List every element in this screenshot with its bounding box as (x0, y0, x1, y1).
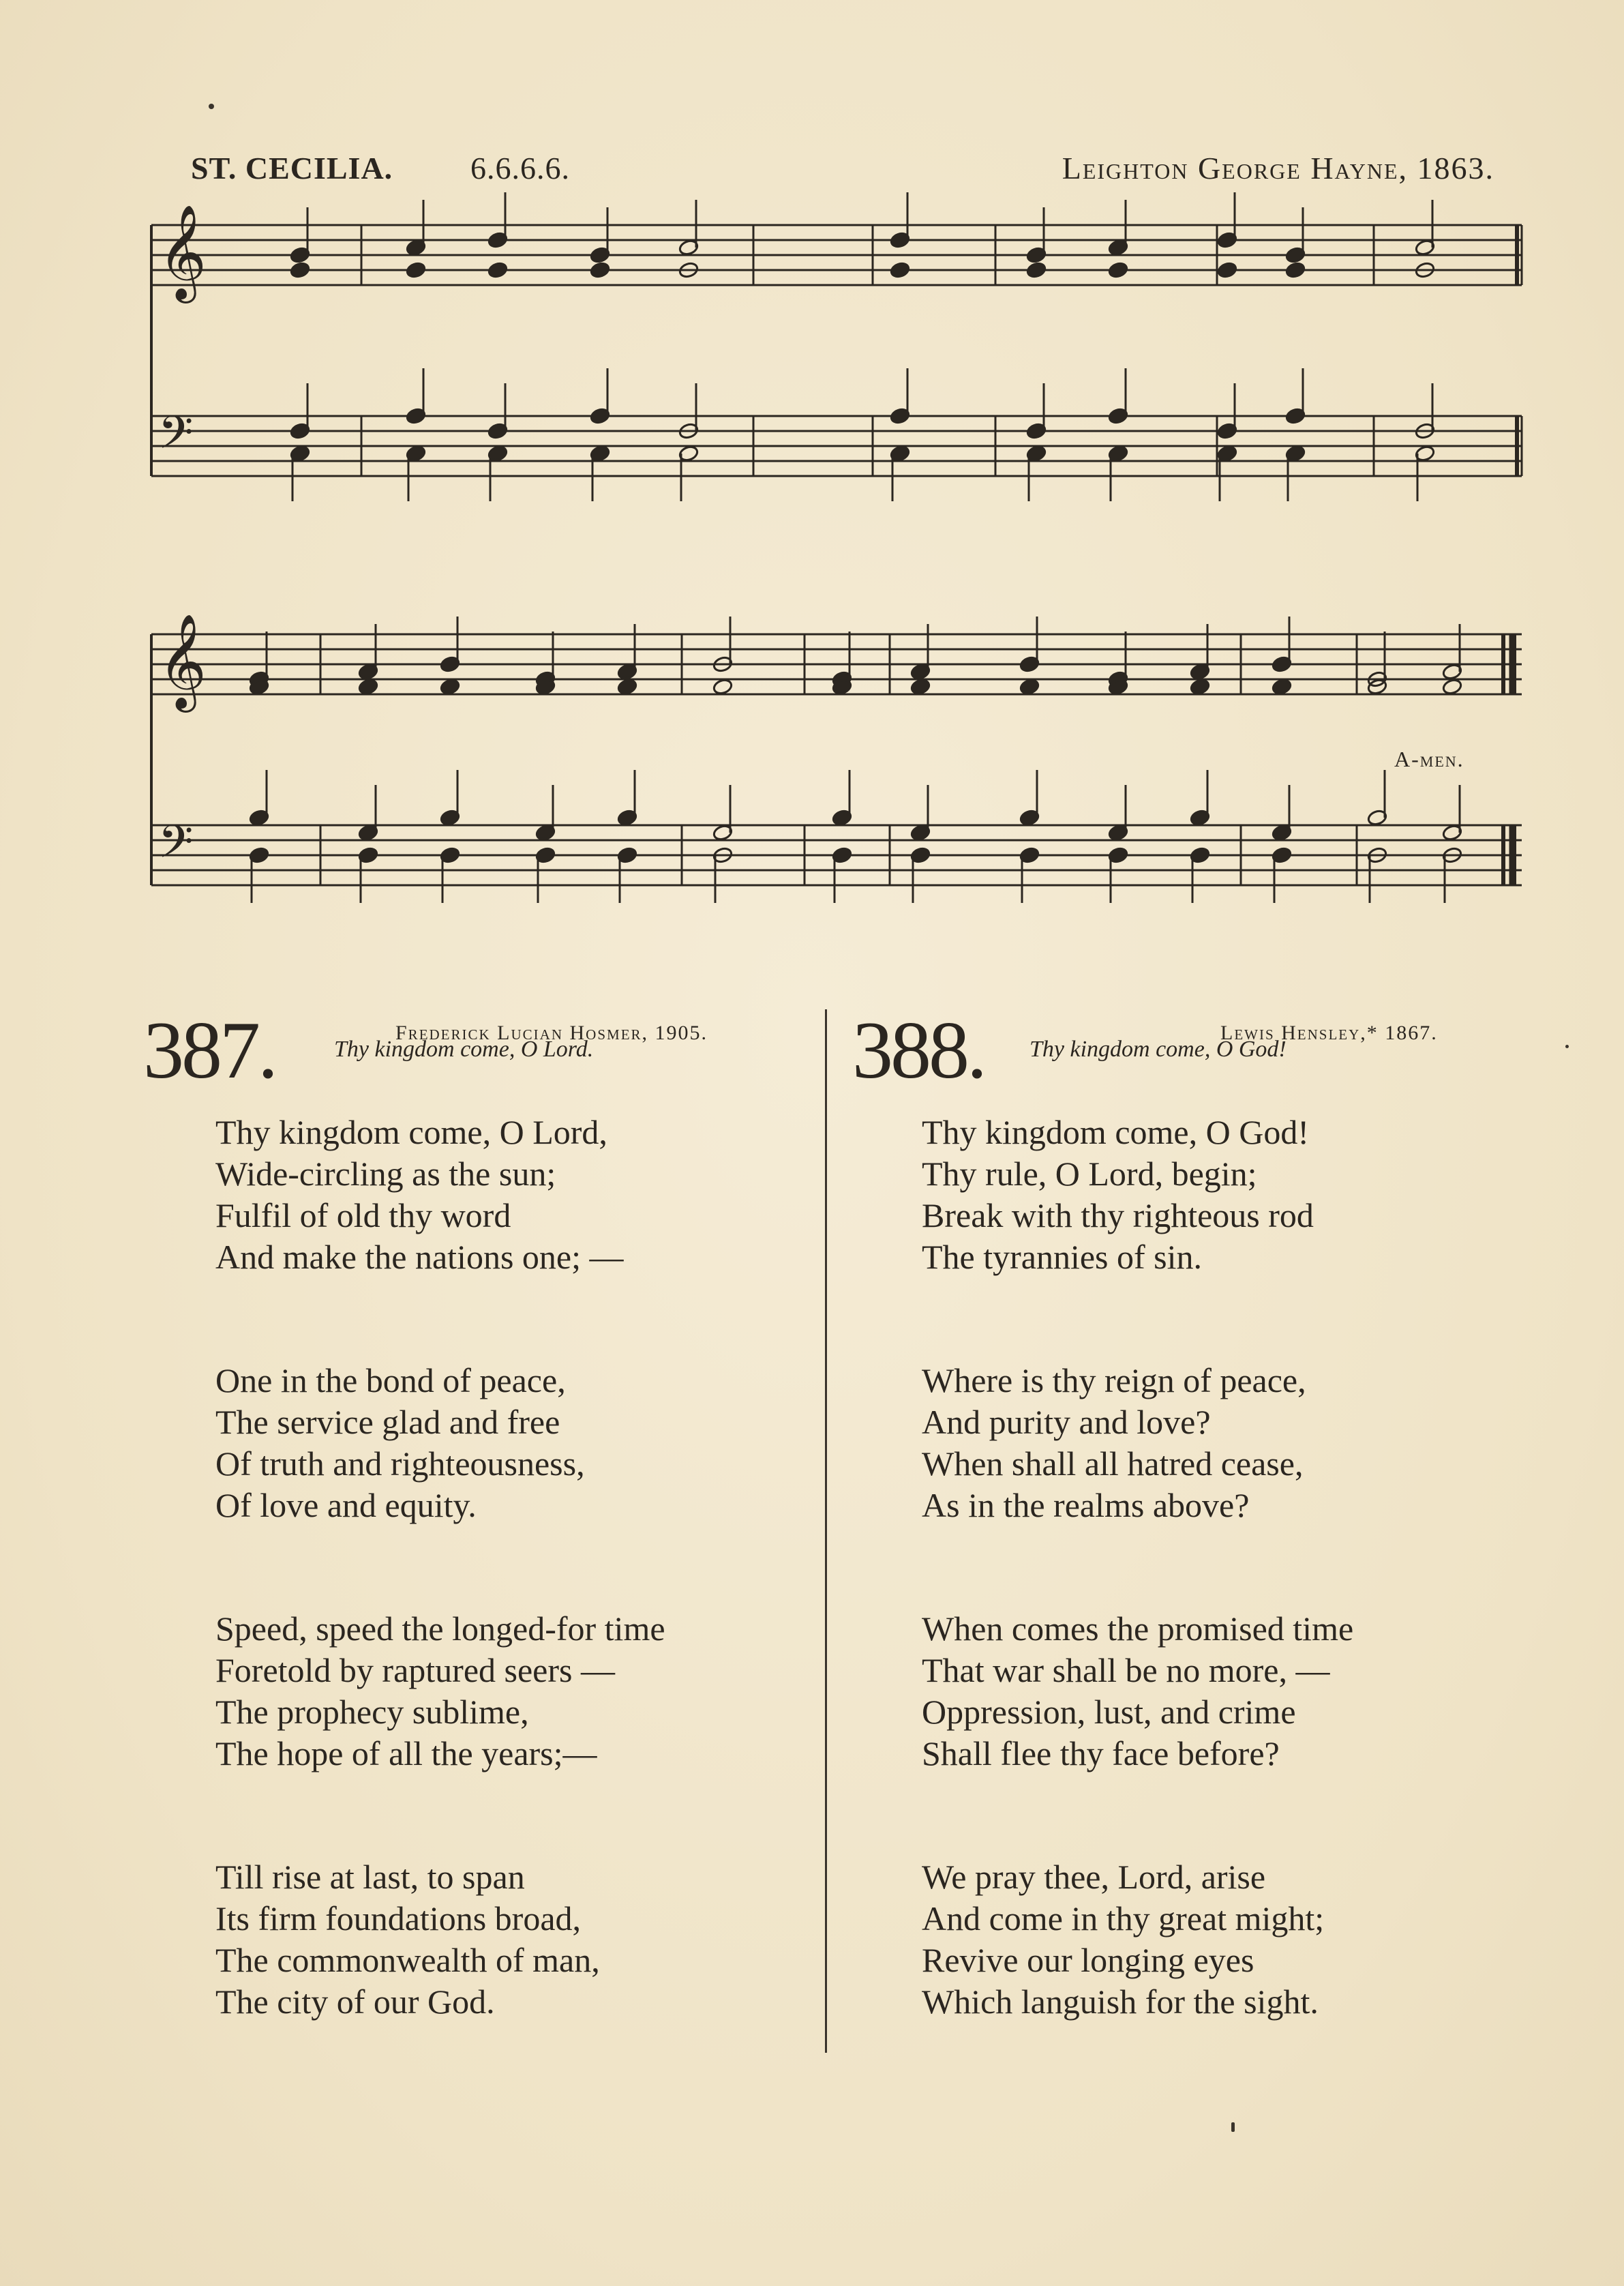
note-head (590, 261, 611, 279)
stanza-line: And purity and love? (922, 1403, 1211, 1441)
stanzas (922, 1112, 1353, 2105)
stanza-line: Break with thy righteous rod (922, 1196, 1314, 1234)
note-head (1019, 678, 1040, 696)
note-head (1108, 261, 1129, 279)
stanza-line: Of truth and righteousness, (215, 1444, 585, 1483)
stanza-line: Wide-circling as the sun; (215, 1155, 556, 1193)
music-score (0, 0, 1624, 955)
stanza-line: Till rise at last, to span (215, 1858, 525, 1896)
stanza (922, 1112, 1353, 1278)
stanza-line: One in the bond of peace, (215, 1361, 566, 1399)
stanza-line: Thy kingdom come, O Lord, (215, 1113, 607, 1151)
stanza-line: Thy kingdom come, O God! (922, 1113, 1309, 1151)
stanza-line: Which languish for the sight. (922, 1983, 1319, 2021)
stanza (922, 1360, 1353, 1526)
column-divider (825, 1009, 827, 2053)
stanza-line: When shall all hatred cease, (922, 1444, 1304, 1483)
stanza-line: Foretold by raptured seers — (215, 1651, 615, 1689)
note-head (1026, 261, 1047, 279)
amen-label: A-men. (1394, 747, 1464, 771)
stanza-line: We pray thee, Lord, arise (922, 1858, 1266, 1896)
stanza-line: That war shall be no more, — (922, 1651, 1330, 1689)
tune-meter: 6.6.6.6. (470, 151, 570, 185)
stanza (215, 1608, 665, 1775)
stanzas (215, 1112, 665, 2105)
stanza (215, 1856, 665, 2023)
treble-clef-icon: 𝄞 (158, 205, 207, 299)
stanza-line: The tyrannies of sin. (922, 1238, 1203, 1276)
stanza (922, 1856, 1353, 2023)
stanza-line: Shall flee thy face before? (922, 1734, 1280, 1772)
stanza-line: Its firm foundations broad, (215, 1899, 582, 1938)
note-head (1285, 261, 1306, 279)
stanza-line: The city of our God. (215, 1983, 495, 2021)
stanza-line: Thy rule, O Lord, begin; (922, 1155, 1257, 1193)
stanza-line: Oppression, lust, and crime (922, 1693, 1296, 1731)
tune-name: ST. CECILIA. (191, 151, 393, 185)
hymn-number: 387. (143, 1005, 275, 1095)
treble-clef-icon: 𝄞 (158, 614, 207, 709)
hymn-388-author: Lewis Hensley,* 1867. (1220, 1022, 1438, 1044)
stanza (922, 1608, 1353, 1775)
hymn-number: 388. (852, 1005, 984, 1095)
stanza-line: Speed, speed the longed-for time (215, 1609, 665, 1648)
stanza-line: And come in thy great might; (922, 1899, 1325, 1938)
stanza-line: The service glad and free (215, 1403, 560, 1441)
stanza-line: The commonwealth of man, (215, 1941, 600, 1979)
hymn-387-author: Frederick Lucian Hosmer, 1905. (395, 1022, 708, 1044)
stanza-line: When comes the promised time (922, 1609, 1354, 1648)
scan-speck (1231, 2122, 1235, 2132)
note-head (1217, 261, 1238, 279)
hymn-first-line: Thy kingdom come, O Lord. (334, 1037, 594, 1062)
note-head (406, 261, 427, 279)
note-head (440, 678, 461, 696)
stanza-line: And make the nations one; — (215, 1238, 624, 1276)
stanza (215, 1112, 665, 1278)
note-head (358, 678, 379, 696)
stanza-line: Where is thy reign of peace, (922, 1361, 1306, 1399)
stanza-line: Revive our longing eyes (922, 1941, 1254, 1979)
note-head (617, 678, 638, 696)
note-head (1272, 678, 1293, 696)
bass-clef-icon: 𝄢 (158, 816, 194, 879)
stanza-line: The prophecy sublime, (215, 1693, 529, 1731)
stanza-line: Of love and equity. (215, 1486, 477, 1524)
stanza-line: As in the realms above? (922, 1486, 1250, 1524)
note-head (1190, 678, 1211, 696)
note-head (712, 678, 734, 696)
note-head (910, 678, 931, 696)
hymn-first-line: Thy kingdom come, O God! (1029, 1037, 1287, 1062)
note-head (1442, 678, 1463, 696)
note-head (890, 261, 911, 279)
tune-composer: Leighton George Hayne, 1863. (1062, 151, 1494, 185)
note-head (290, 261, 311, 279)
stanza-line: The hope of all the years;— (215, 1734, 597, 1772)
stanza (215, 1360, 665, 1526)
stanza-line: Fulfil of old thy word (215, 1196, 511, 1234)
scan-speck (1565, 1045, 1569, 1048)
note-head (487, 261, 509, 279)
bass-clef-icon: 𝄢 (158, 406, 194, 470)
